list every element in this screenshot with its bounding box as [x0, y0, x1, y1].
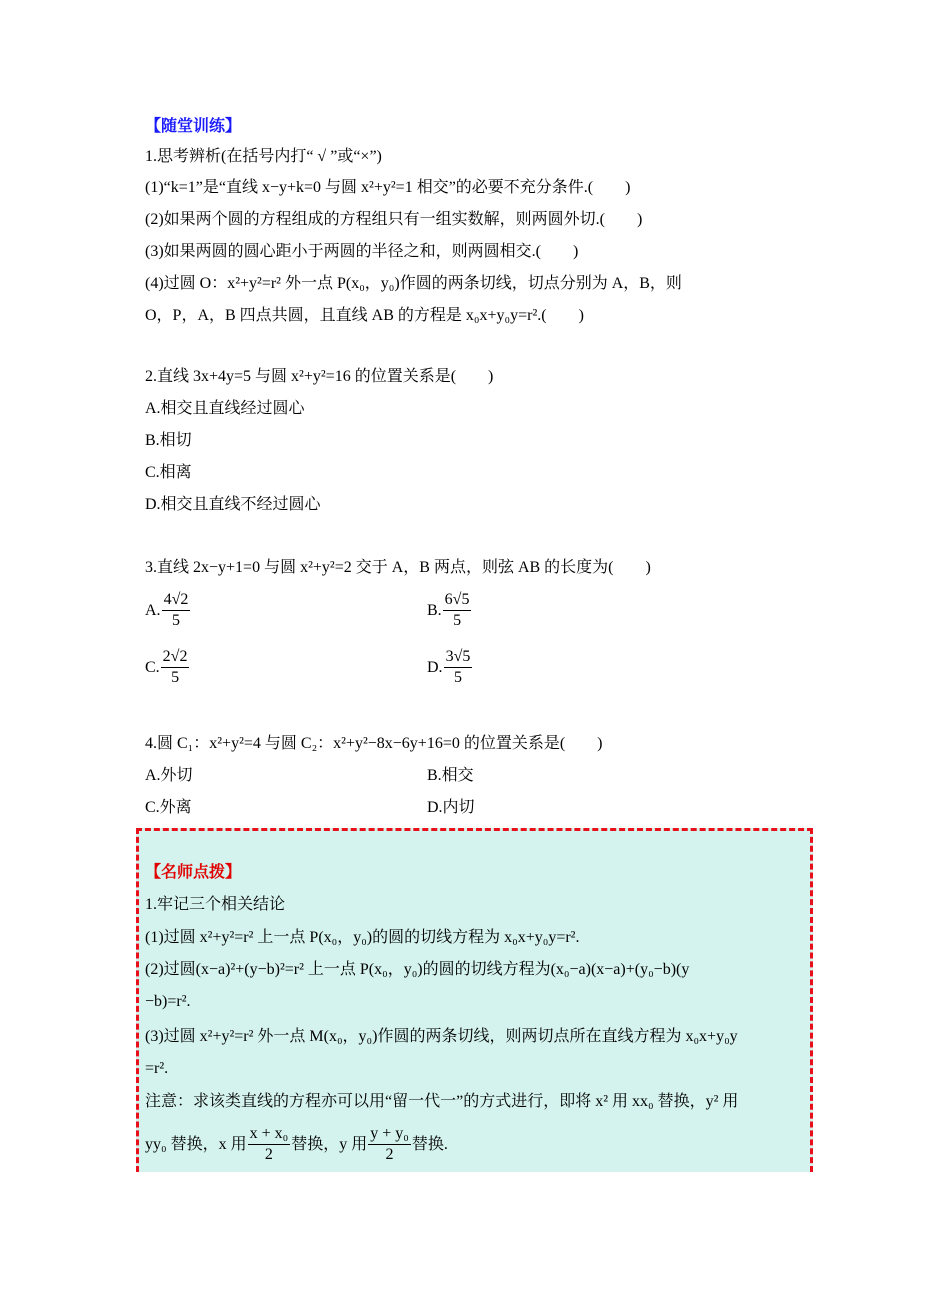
- question-1-item: (3)如果两圆的圆心距小于两圆的半径之和，则两圆相交.( ): [145, 243, 579, 260]
- question-1-title: 1.思考辨析(在括号内打“ √ ”或“×”): [145, 148, 382, 165]
- denominator: 5: [171, 669, 180, 686]
- fraction: [368, 1124, 411, 1165]
- option: [427, 647, 473, 688]
- tips-heading: 【名师点拨】: [145, 864, 242, 881]
- option-label: B.: [427, 601, 442, 619]
- option: A.外切: [145, 767, 193, 784]
- denominator: 2: [264, 1146, 273, 1163]
- option: B.相切: [145, 432, 192, 449]
- fraction: [443, 590, 472, 631]
- tips-line: (3)过圆 x²+y²=r² 外一点 M(x₀，y₀)作圆的两条切线，则两切点所在直线方程为 x₀x+y₀y: [145, 1028, 738, 1045]
- option-label: C.: [145, 658, 160, 676]
- tips-line: 注意：求该类直线的方程亦可以用“留一代一”的方式进行，即将 x² 用 xx₀ 替换，y² 用: [145, 1093, 739, 1110]
- option: [427, 590, 472, 631]
- option: C.外离: [145, 799, 192, 816]
- question-2-title: 2.直线 3x+4y=5 与圆 x²+y²=16 的位置关系是( ): [145, 368, 494, 385]
- question-1-item: O，P，A，B 四点共圆，且直线 AB 的方程是 x₀x+y₀y=r².( ): [145, 307, 584, 324]
- denominator: 2: [385, 1146, 394, 1163]
- denominator: 5: [171, 612, 180, 629]
- question-1-item: (1)“k=1”是“直线 x−y+k=0 与圆 x²+y²=1 相交”的必要不充分条件.( ): [145, 179, 631, 196]
- denominator: 5: [453, 669, 462, 686]
- option: [145, 590, 191, 631]
- numerator: x + x₀: [248, 1124, 291, 1145]
- option: C.相离: [145, 464, 192, 481]
- option: A.相交且直线经过圆心: [145, 400, 305, 417]
- denominator: 5: [453, 612, 462, 629]
- tips-line: =r².: [145, 1060, 169, 1077]
- option: B.相交: [427, 767, 474, 784]
- tips-line: (1)过圆 x²+y²=r² 上一点 P(x₀，y₀)的圆的切线方程为 x₀x+y₀y=r².: [145, 929, 580, 946]
- numerator: y + y₀: [368, 1124, 411, 1145]
- fraction: [162, 590, 191, 631]
- question-4-title: 4.圆 C₁：x²+y²=4 与圆 C₂：x²+y²−8x−6y+16=0 的位置关系是( ): [145, 735, 603, 752]
- fraction: [248, 1124, 291, 1165]
- option: D.内切: [427, 799, 475, 816]
- numerator: 3√5: [444, 647, 473, 668]
- option: D.相交且直线不经过圆心: [145, 496, 321, 513]
- tips-line: −b)=r².: [145, 993, 191, 1010]
- option: [145, 647, 190, 688]
- numerator: 2√2: [161, 647, 190, 668]
- fraction: [161, 647, 190, 688]
- text: yy₀ 替换，x 用: [145, 1135, 247, 1153]
- question-1-item: (2)如果两个圆的方程组成的方程组只有一组实数解，则两圆外切.( ): [145, 211, 643, 228]
- text: 替换.: [411, 1135, 448, 1153]
- numerator: 4√2: [162, 590, 191, 611]
- option-label: D.: [427, 658, 443, 676]
- option-label: A.: [145, 601, 161, 619]
- numerator: 6√5: [443, 590, 472, 611]
- question-1-item: (4)过圆 O：x²+y²=r² 外一点 P(x₀，y₀)作圆的两条切线，切点分别为 A，B，则: [145, 275, 682, 292]
- tips-line: [145, 1124, 448, 1165]
- fraction: [444, 647, 473, 688]
- tips-line: (2)过圆(x−a)²+(y−b)²=r² 上一点 P(x₀，y₀)的圆的切线方程为(x₀−a)(x−a)+(y₀−b)(y: [145, 961, 690, 978]
- section-heading: 【随堂训练】: [145, 118, 242, 135]
- tips-title: 1.牢记三个相关结论: [145, 896, 286, 913]
- text: 替换，y 用: [291, 1135, 368, 1153]
- question-3-title: 3.直线 2x−y+1=0 与圆 x²+y²=2 交于 A，B 两点，则弦 AB 的长度为( ): [145, 559, 651, 576]
